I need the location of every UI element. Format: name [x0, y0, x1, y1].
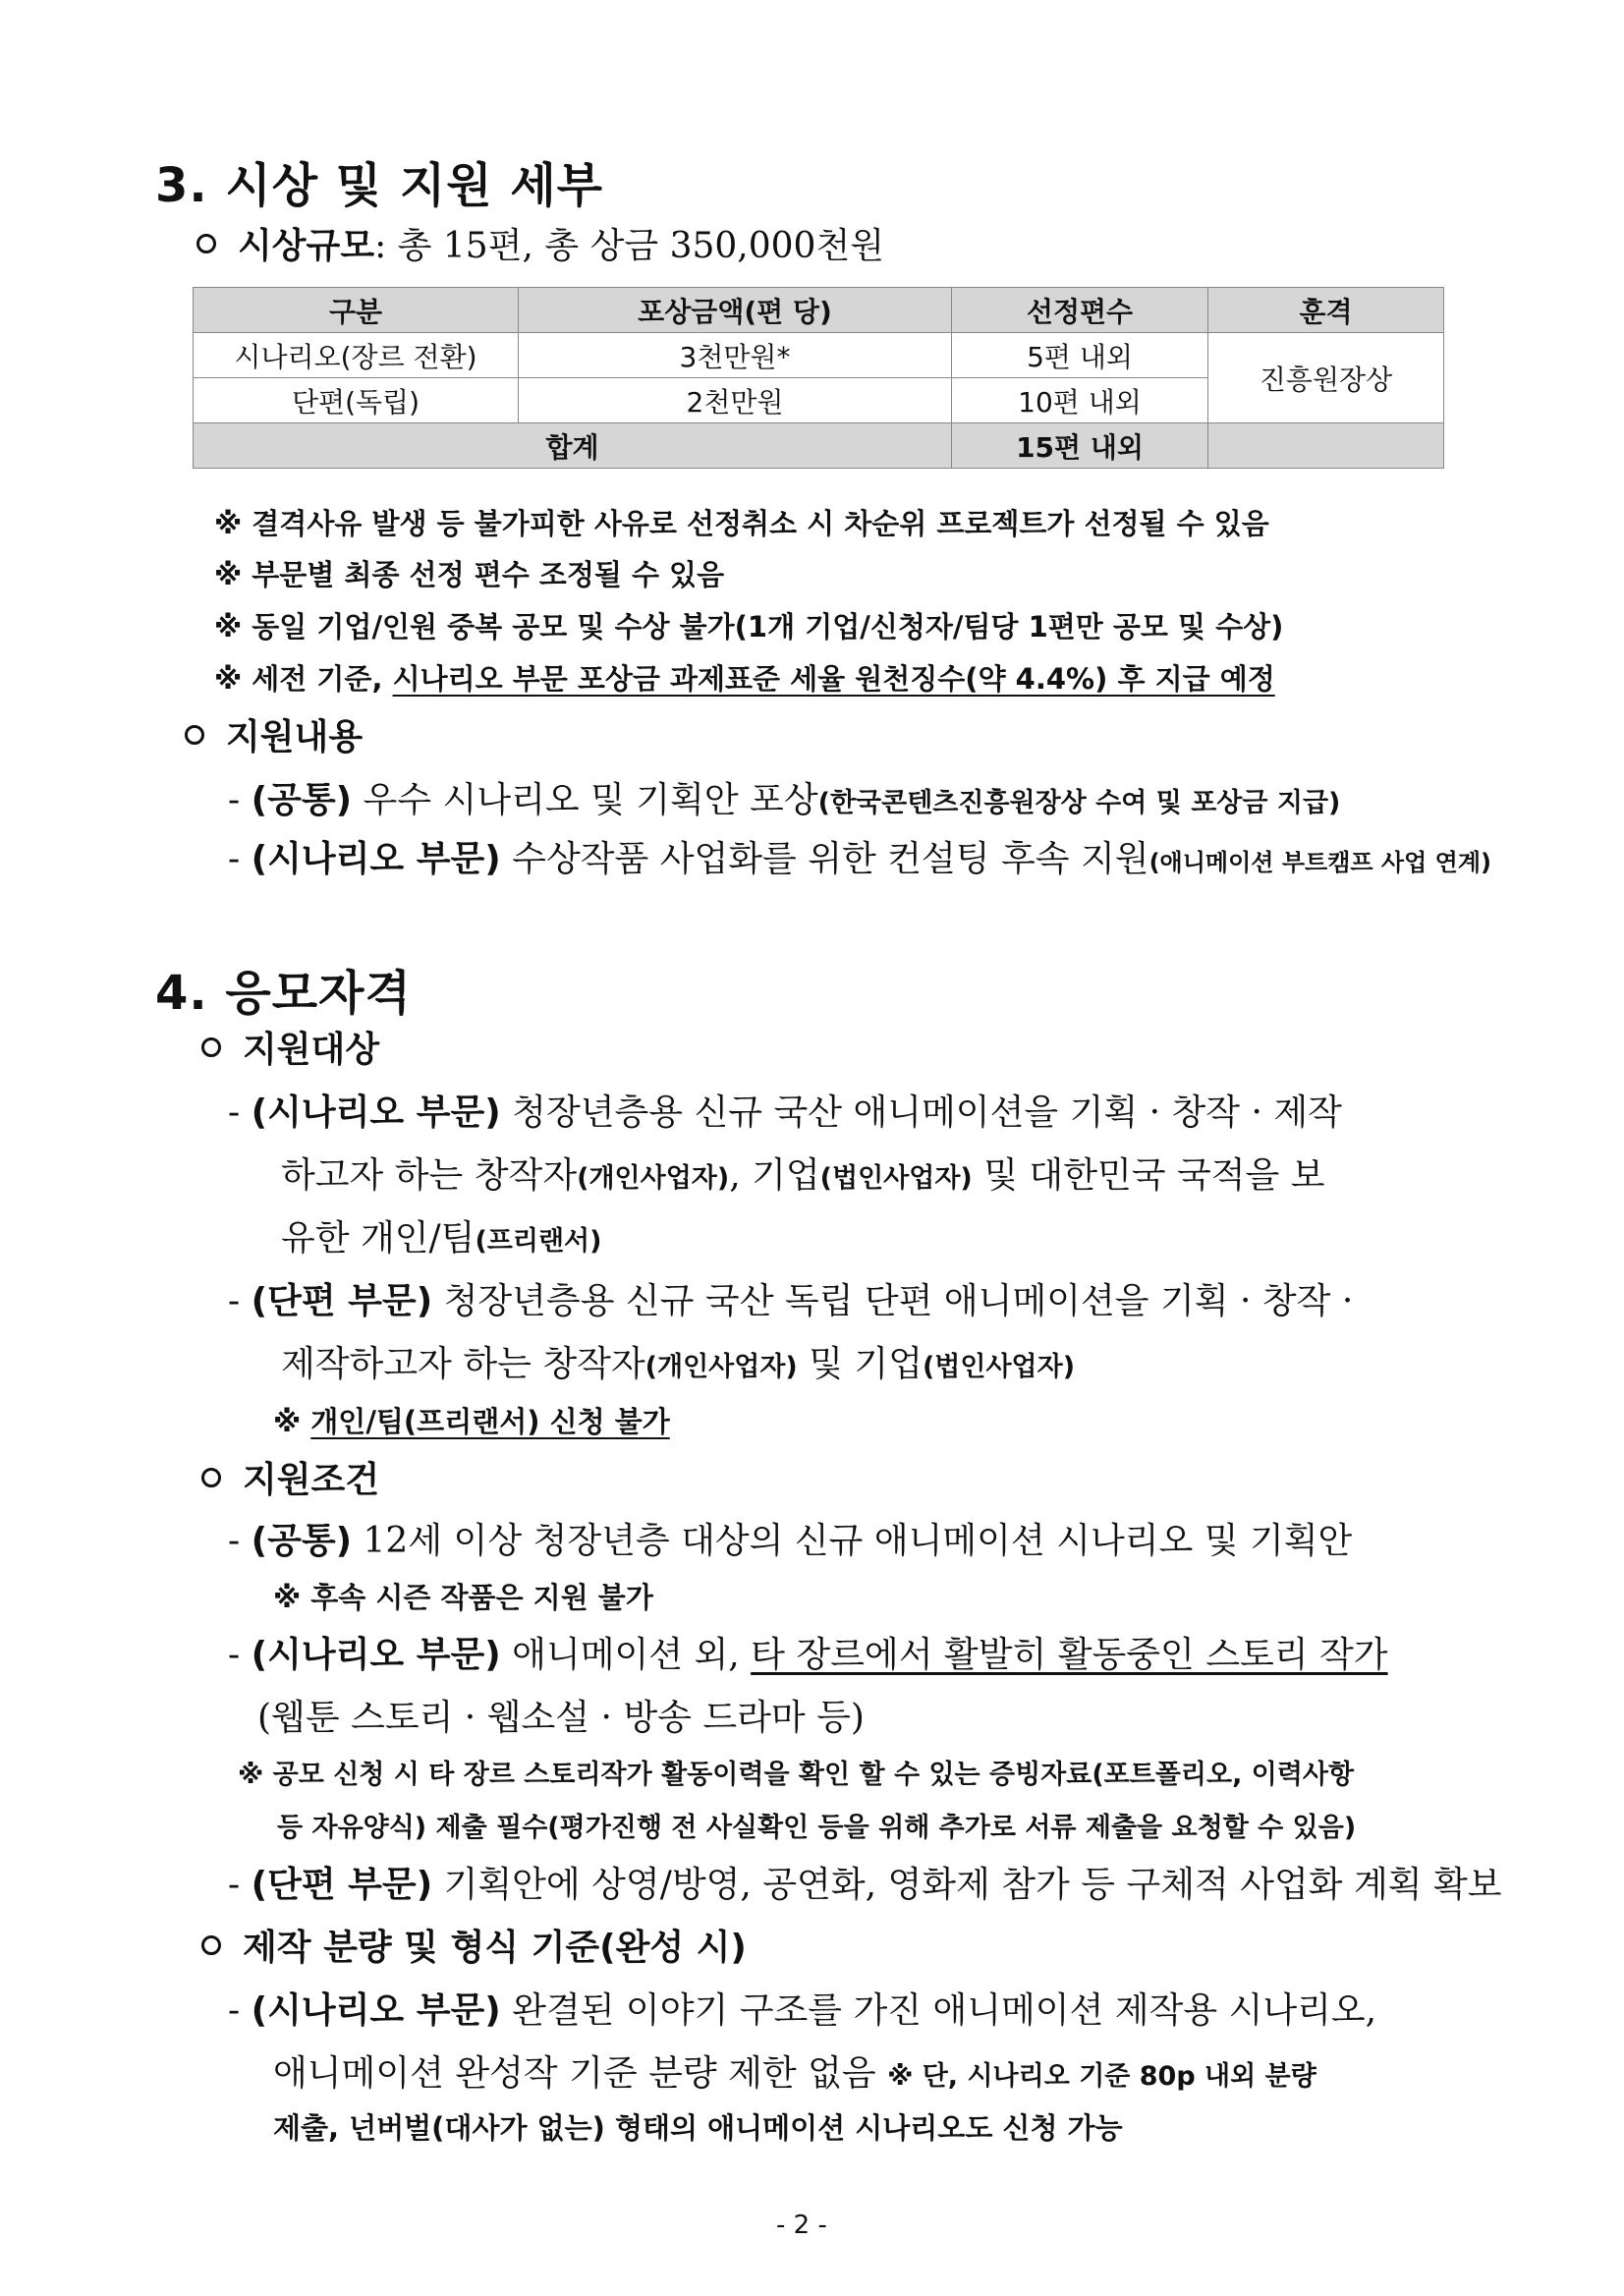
target-scenario-line2: 하고자 하는 창작자(개인사업자), 기업(법인사업자) 및 대한민국 국적을 보 — [281, 1155, 1325, 1196]
target-heading: 지원대상 — [201, 1022, 379, 1072]
circle-bullet-icon — [201, 1037, 221, 1057]
support-heading: 지원내용 — [185, 709, 363, 759]
section4-title: 4. 응모자격 — [155, 966, 412, 1021]
format-line1: - (시나리오 부문) 완결된 이야기 구조를 가진 애니메이션 제작용 시나리오, — [228, 1990, 1377, 2031]
format-heading: 제작 분량 및 형식 기준(완성 시) — [201, 1920, 747, 1970]
condition-heading: 지원조건 — [201, 1452, 379, 1502]
support-item-common: - (공통) 우수 시나리오 및 기획안 포상(한국콘텐츠진흥원장상 수여 및 포상금 지급) — [228, 780, 1341, 820]
award-scale-label: 시상규모 — [238, 226, 375, 266]
row-count: 10편 내외 — [952, 378, 1208, 423]
row-award-merged: 진흥원장상 — [1208, 333, 1444, 423]
condition-common: - (공통) 12세 이상 청장년층 대상의 신규 애니메이션 시나리오 및 기획안 — [228, 1521, 1353, 1561]
award-scale-text: : 총 15편, 총 상금 350,000천원 — [374, 226, 885, 266]
target-scenario-line1: - (시나리오 부문) 청장년층용 신규 국산 애니메이션을 기획 · 창작 · 제작 — [228, 1092, 1342, 1133]
total-empty — [1208, 423, 1444, 469]
award-table — [193, 287, 1444, 469]
target-scenario-line3: 유한 개인/팀(프리랜서) — [281, 1218, 602, 1259]
row-amount: 3천만원* — [519, 333, 952, 378]
row-amount: 2천만원 — [519, 378, 952, 423]
circle-bullet-icon — [201, 1468, 221, 1487]
condition-scenario-note2: 등 자유양식) 제출 필수(평가진행 전 사실확인 등을 위해 추가로 서류 제출을 요청할 수 있음) — [277, 1813, 1357, 1843]
support-item-scenario: - (시나리오 부문) 수상작품 사업화를 위한 컨설팅 후속 지원(애니메이션 부트캠프 사업 연계) — [228, 839, 1491, 879]
header-amount: 포상금액(편 당) — [519, 288, 952, 333]
circle-bullet-icon — [196, 234, 216, 253]
circle-bullet-icon — [185, 725, 204, 745]
target-short-line2: 제작하고자 하는 창작자(개인사업자) 및 기업(법인사업자) — [281, 1344, 1076, 1384]
header-award: 훈격 — [1208, 288, 1444, 333]
note-4-prefix: ※ 세전 기준, — [214, 662, 393, 696]
target-short-note: ※ 개인/팀(프리랜서) 신청 불가 — [273, 1405, 670, 1438]
note-1: ※ 결격사유 발생 등 불가피한 사유로 선정취소 시 차순위 프로젝트가 선정될 수 있음 — [214, 507, 1269, 540]
note-3: ※ 동일 기업/인원 중복 공모 및 수상 불가(1개 기업/신청자/팀당 1편만 공모 및 수상) — [214, 610, 1284, 644]
page-number: - 2 - — [776, 2211, 827, 2240]
row-count: 5편 내외 — [952, 333, 1208, 378]
target-short-line1: - (단편 부문) 청장년층용 신규 국산 독립 단편 애니메이션을 기획 · 창작 · — [228, 1281, 1354, 1321]
row-category: 시나리오(장르 전환) — [194, 333, 519, 378]
total-count: 15편 내외 — [952, 423, 1208, 469]
circle-bullet-icon — [201, 1935, 221, 1955]
condition-short: - (단편 부문) 기획안에 상영/방영, 공연화, 영화제 참가 등 구체적 사업화 계획 확보 — [228, 1865, 1502, 1905]
total-label: 합계 — [194, 423, 952, 469]
format-line3: 제출, 넌버벌(대사가 없는) 형태의 애니메이션 시나리오도 신청 가능 — [273, 2111, 1123, 2145]
condition-scenario: - (시나리오 부문) 애니메이션 외, 타 장르에서 활발히 활동중인 스토리 작가 — [228, 1635, 1388, 1675]
note-4-underlined: 시나리오 부문 포상금 과제표준 세율 원천징수(약 4.4%) 후 지급 예정 — [392, 662, 1275, 696]
award-table-header — [194, 288, 1444, 333]
format-line2: 애니메이션 완성작 기준 분량 제한 없음 ※ 단, 시나리오 기준 80p 내외 분량 — [273, 2053, 1316, 2094]
condition-scenario-line2: (웹툰 스토리 · 웹소설 · 방송 드라마 등) — [257, 1698, 865, 1738]
row-category: 단편(독립) — [194, 378, 519, 423]
award-scale-line — [196, 218, 884, 268]
note-4 — [214, 657, 1275, 698]
condition-common-note: ※ 후속 시즌 작품은 지원 불가 — [273, 1581, 653, 1614]
table-row — [194, 333, 1444, 378]
condition-scenario-note1: ※ 공모 신청 시 타 장르 스토리작가 활동이력을 확인 할 수 있는 증빙자료(포트폴리오, 이력사항 — [238, 1760, 1355, 1790]
header-category: 구분 — [194, 288, 519, 333]
header-count: 선정편수 — [952, 288, 1208, 333]
note-2: ※ 부문별 최종 선정 편수 조정될 수 있음 — [214, 558, 725, 591]
section3-title: 3. 시상 및 지원 세부 — [155, 158, 604, 213]
table-total-row — [194, 423, 1444, 469]
